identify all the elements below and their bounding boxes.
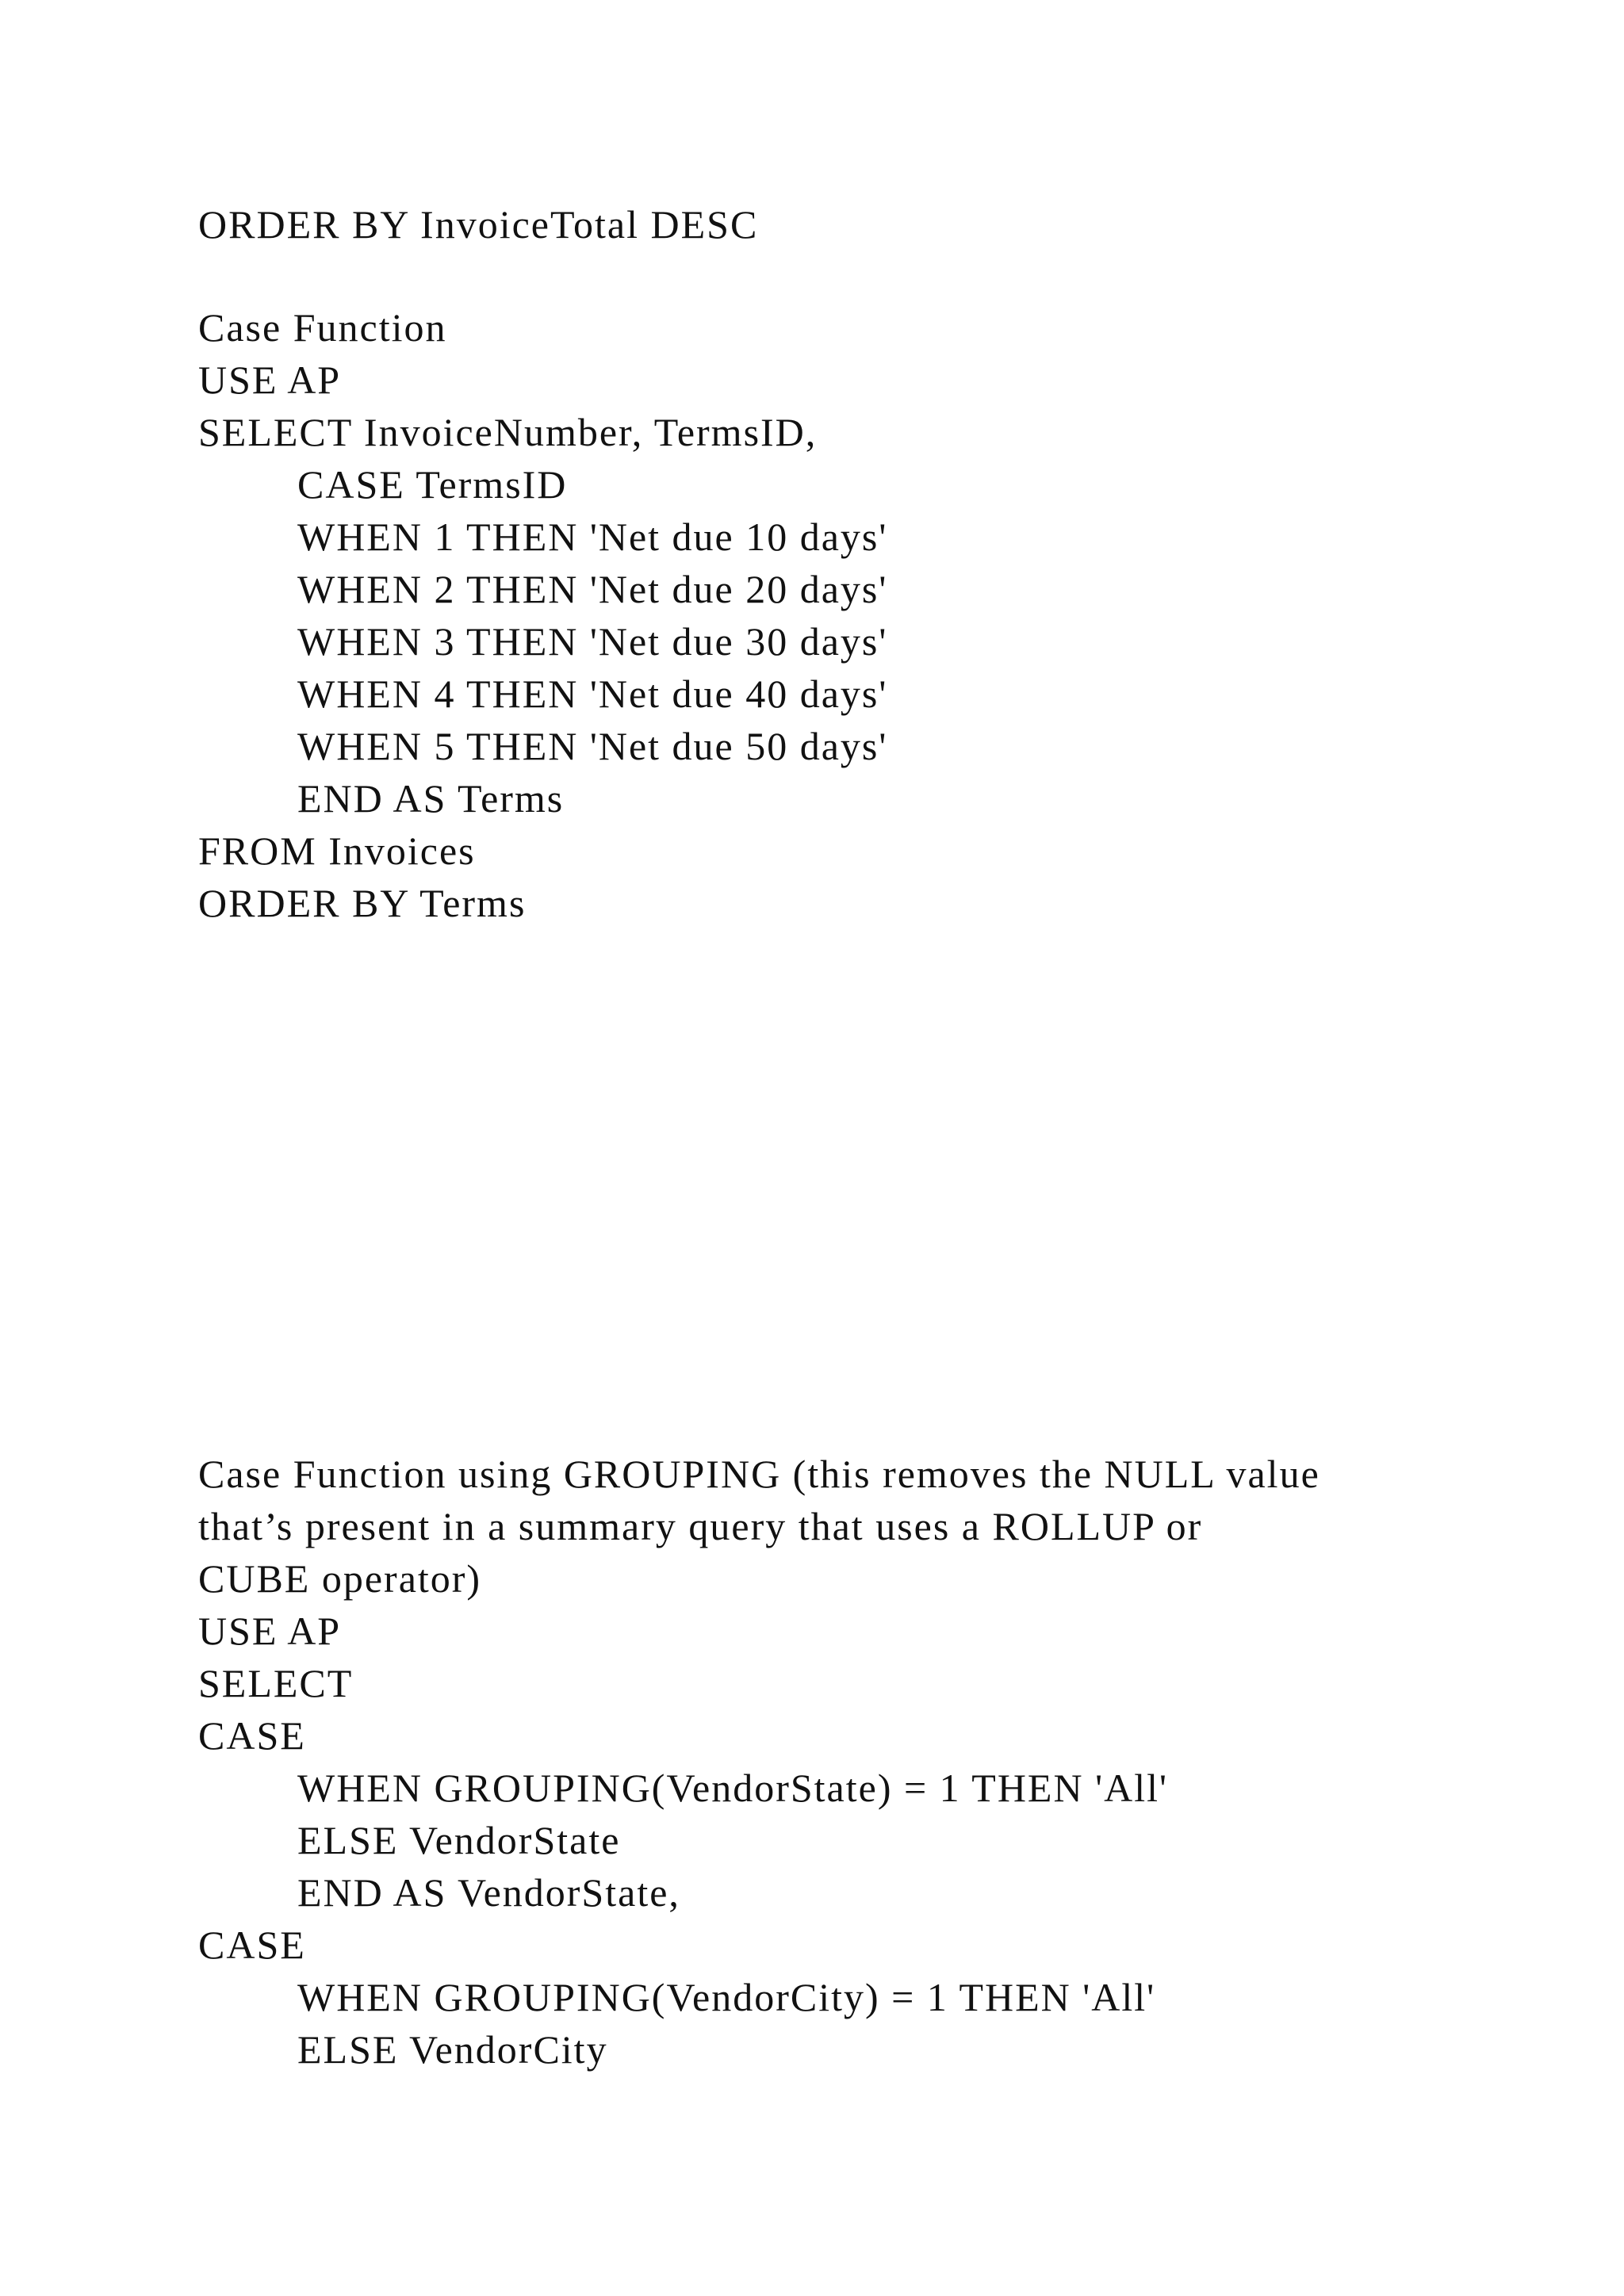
- code-line: WHEN GROUPING(VendorCity) = 1 THEN 'All': [297, 1975, 1156, 2019]
- section2-heading-line: Case Function using GROUPING (this removes the NULL value: [198, 1452, 1320, 1496]
- code-line: ORDER BY Terms: [198, 881, 527, 925]
- code-line: WHEN 5 THEN 'Net due 50 days': [297, 724, 888, 768]
- code-line: WHEN 4 THEN 'Net due 40 days': [297, 672, 888, 716]
- code-line: USE AP: [198, 358, 342, 402]
- code-line: FROM Invoices: [198, 828, 476, 873]
- code-line: ELSE VendorState: [297, 1818, 621, 1862]
- section2-heading-line: CUBE operator): [198, 1556, 482, 1601]
- code-line: END AS VendorState,: [297, 1870, 680, 1915]
- code-line: WHEN GROUPING(VendorState) = 1 THEN 'All': [297, 1766, 1168, 1810]
- code-line: CASE TermsID: [297, 462, 568, 507]
- code-line: CASE: [198, 1923, 306, 1967]
- code-line: END AS Terms: [297, 776, 565, 821]
- section1-heading: Case Function: [198, 305, 447, 350]
- code-line: CASE: [198, 1713, 306, 1758]
- code-line: WHEN 3 THEN 'Net due 30 days': [297, 619, 888, 664]
- code-line: ELSE VendorCity: [297, 2027, 608, 2072]
- section2-heading-line: that’s present in a summary query that uses a ROLLUP or: [198, 1504, 1203, 1548]
- code-line: WHEN 1 THEN 'Net due 10 days': [297, 515, 888, 559]
- code-line: USE AP: [198, 1609, 342, 1653]
- code-line: WHEN 2 THEN 'Net due 20 days': [297, 567, 888, 611]
- code-line: SELECT InvoiceNumber, TermsID,: [198, 410, 818, 454]
- code-line: SELECT: [198, 1661, 354, 1705]
- code-line-order-by-invoicetotal: ORDER BY InvoiceTotal DESC: [198, 202, 759, 247]
